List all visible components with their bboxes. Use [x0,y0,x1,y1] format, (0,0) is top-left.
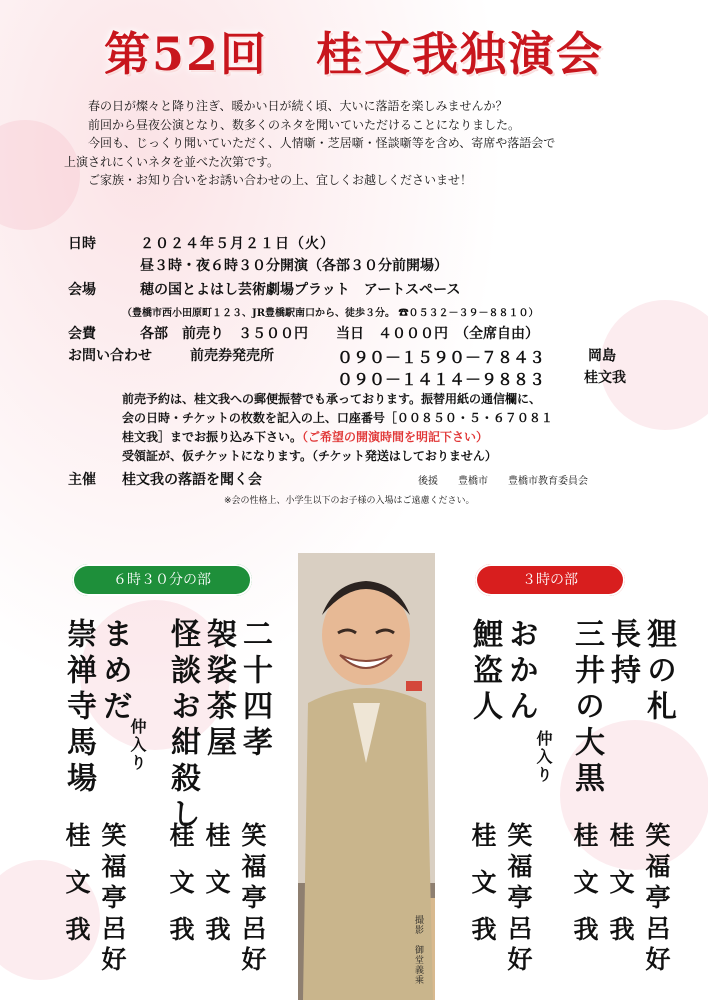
night-program-1: 二十四孝 [237,618,272,762]
intro-line: 上演されにくいネタを並べた次第です。 [64,154,280,169]
intro-line: ご家族・お知り合いをお誘い合わせの上、宜しくお越しくださいませ！ [88,173,473,187]
day-program-4: おかん [503,618,538,726]
night-performer-4: 笑福亭呂好 [98,822,127,977]
day-program-5: 鯉盗人 [467,618,502,726]
date-label: 日時 [68,236,96,252]
note-line: 前売予約は、桂文我への郵便振替でも承っております。振替用紙の通信欄に、 [122,392,542,406]
day-performer-2: 桂文我 [606,822,635,963]
note-line: 会の日時・チケットの枚数を記入の上、口座番号［００８５０・５・６７０８１ [122,411,553,425]
fee-label: 会費 [68,326,96,342]
night-performer-5: 桂文我 [62,822,91,963]
night-performer-2: 桂文我 [202,822,231,963]
host-value: 桂文我の落語を聞く会 [122,472,262,488]
note-text: 桂文我］までお振り込み下さい。 [122,430,303,444]
note-line: 受領証が、仮チケットになります。（チケット発送はしておりません） [122,449,497,463]
phone-2-name: 桂文我 [584,370,626,386]
phone-1: ０９０－１５９０－７８４３ [337,348,546,367]
fee-value: 各部 前売り ３５００円 当日 ４０００円 （全席自由） [140,326,539,342]
night-program-4: まめだ [97,618,132,726]
night-program-5: 崇禅寺馬場 [61,618,96,798]
night-program-2: 袈裟茶屋 [201,618,236,762]
day-performer-4: 笑福亭呂好 [504,822,533,977]
contact-place: 前売券発売所 [190,348,274,364]
day-program-2: 長持 [605,618,640,690]
night-performer-1: 笑福亭呂好 [238,822,267,977]
phone-1-name: 岡島 [588,348,616,364]
note-line [122,429,488,446]
day-program-3: 三井の大黒 [569,618,604,798]
intro-line: 前回から昼夜公演となり、数多くのネタを聞いていただけることになりました。 [88,117,521,132]
night-performer-3: 桂文我 [166,822,195,963]
night-show-badge: ６時３０分の部 [72,564,252,596]
intro-line: 今回も、じっくり聞いていただく、人情噺・芝居噺・怪談噺等を含め、寄席や落語会で [88,136,556,150]
intro-text [64,97,684,190]
contact-label: お問い合わせ [68,348,152,364]
day-performer-5: 桂文我 [468,822,497,963]
night-program-3: 怪談お紺殺し [165,618,200,834]
title-name: 桂文我独演会 [316,27,604,81]
event-title [0,18,708,84]
blossom-decoration [600,300,708,430]
day-intermission: 仲入り [534,730,553,784]
venue-value: 穂の国とよはし芸術劇場プラット アートスペース [140,282,461,298]
intro-line: 春の日が燦々と降り注ぎ、暖かい日が続く頃、大いに落語を楽しみませんか？ [88,99,508,113]
time-value: 昼３時・夜６時３０分開演（各部３０分前開場） [140,258,448,274]
day-performer-1: 笑福亭呂好 [642,822,671,977]
venue-label: 会場 [68,282,96,298]
day-program-1: 狸の札 [641,618,676,726]
phone-2: ０９０－１４１４－９８８３ [337,370,546,389]
photo-credit: 撮影 御堂義乘 [413,915,423,985]
day-show-badge: ３時の部 [475,564,625,596]
host-label: 主催 [68,472,96,488]
title-number: 第52回 [103,27,268,81]
note-highlight: （ご希望の開演時間を明記下さい） [302,430,489,444]
date-value: ２０２４年５月２１日（火） [140,236,335,252]
venue-address: （豊橋市西小田原町１２３、JR豊橋駅南口から、徒歩３分。 ☎０５３２－３９－８８１０） [122,308,539,319]
support-value: 後援 豊橋市 豊橋市教育委員会 [418,476,588,487]
night-intermission: 仲入り [128,718,147,772]
caution-text: ※会の性格上、小学生以下のお子様の入場はご遠慮ください。 [224,496,475,506]
day-performer-3: 桂文我 [570,822,599,963]
